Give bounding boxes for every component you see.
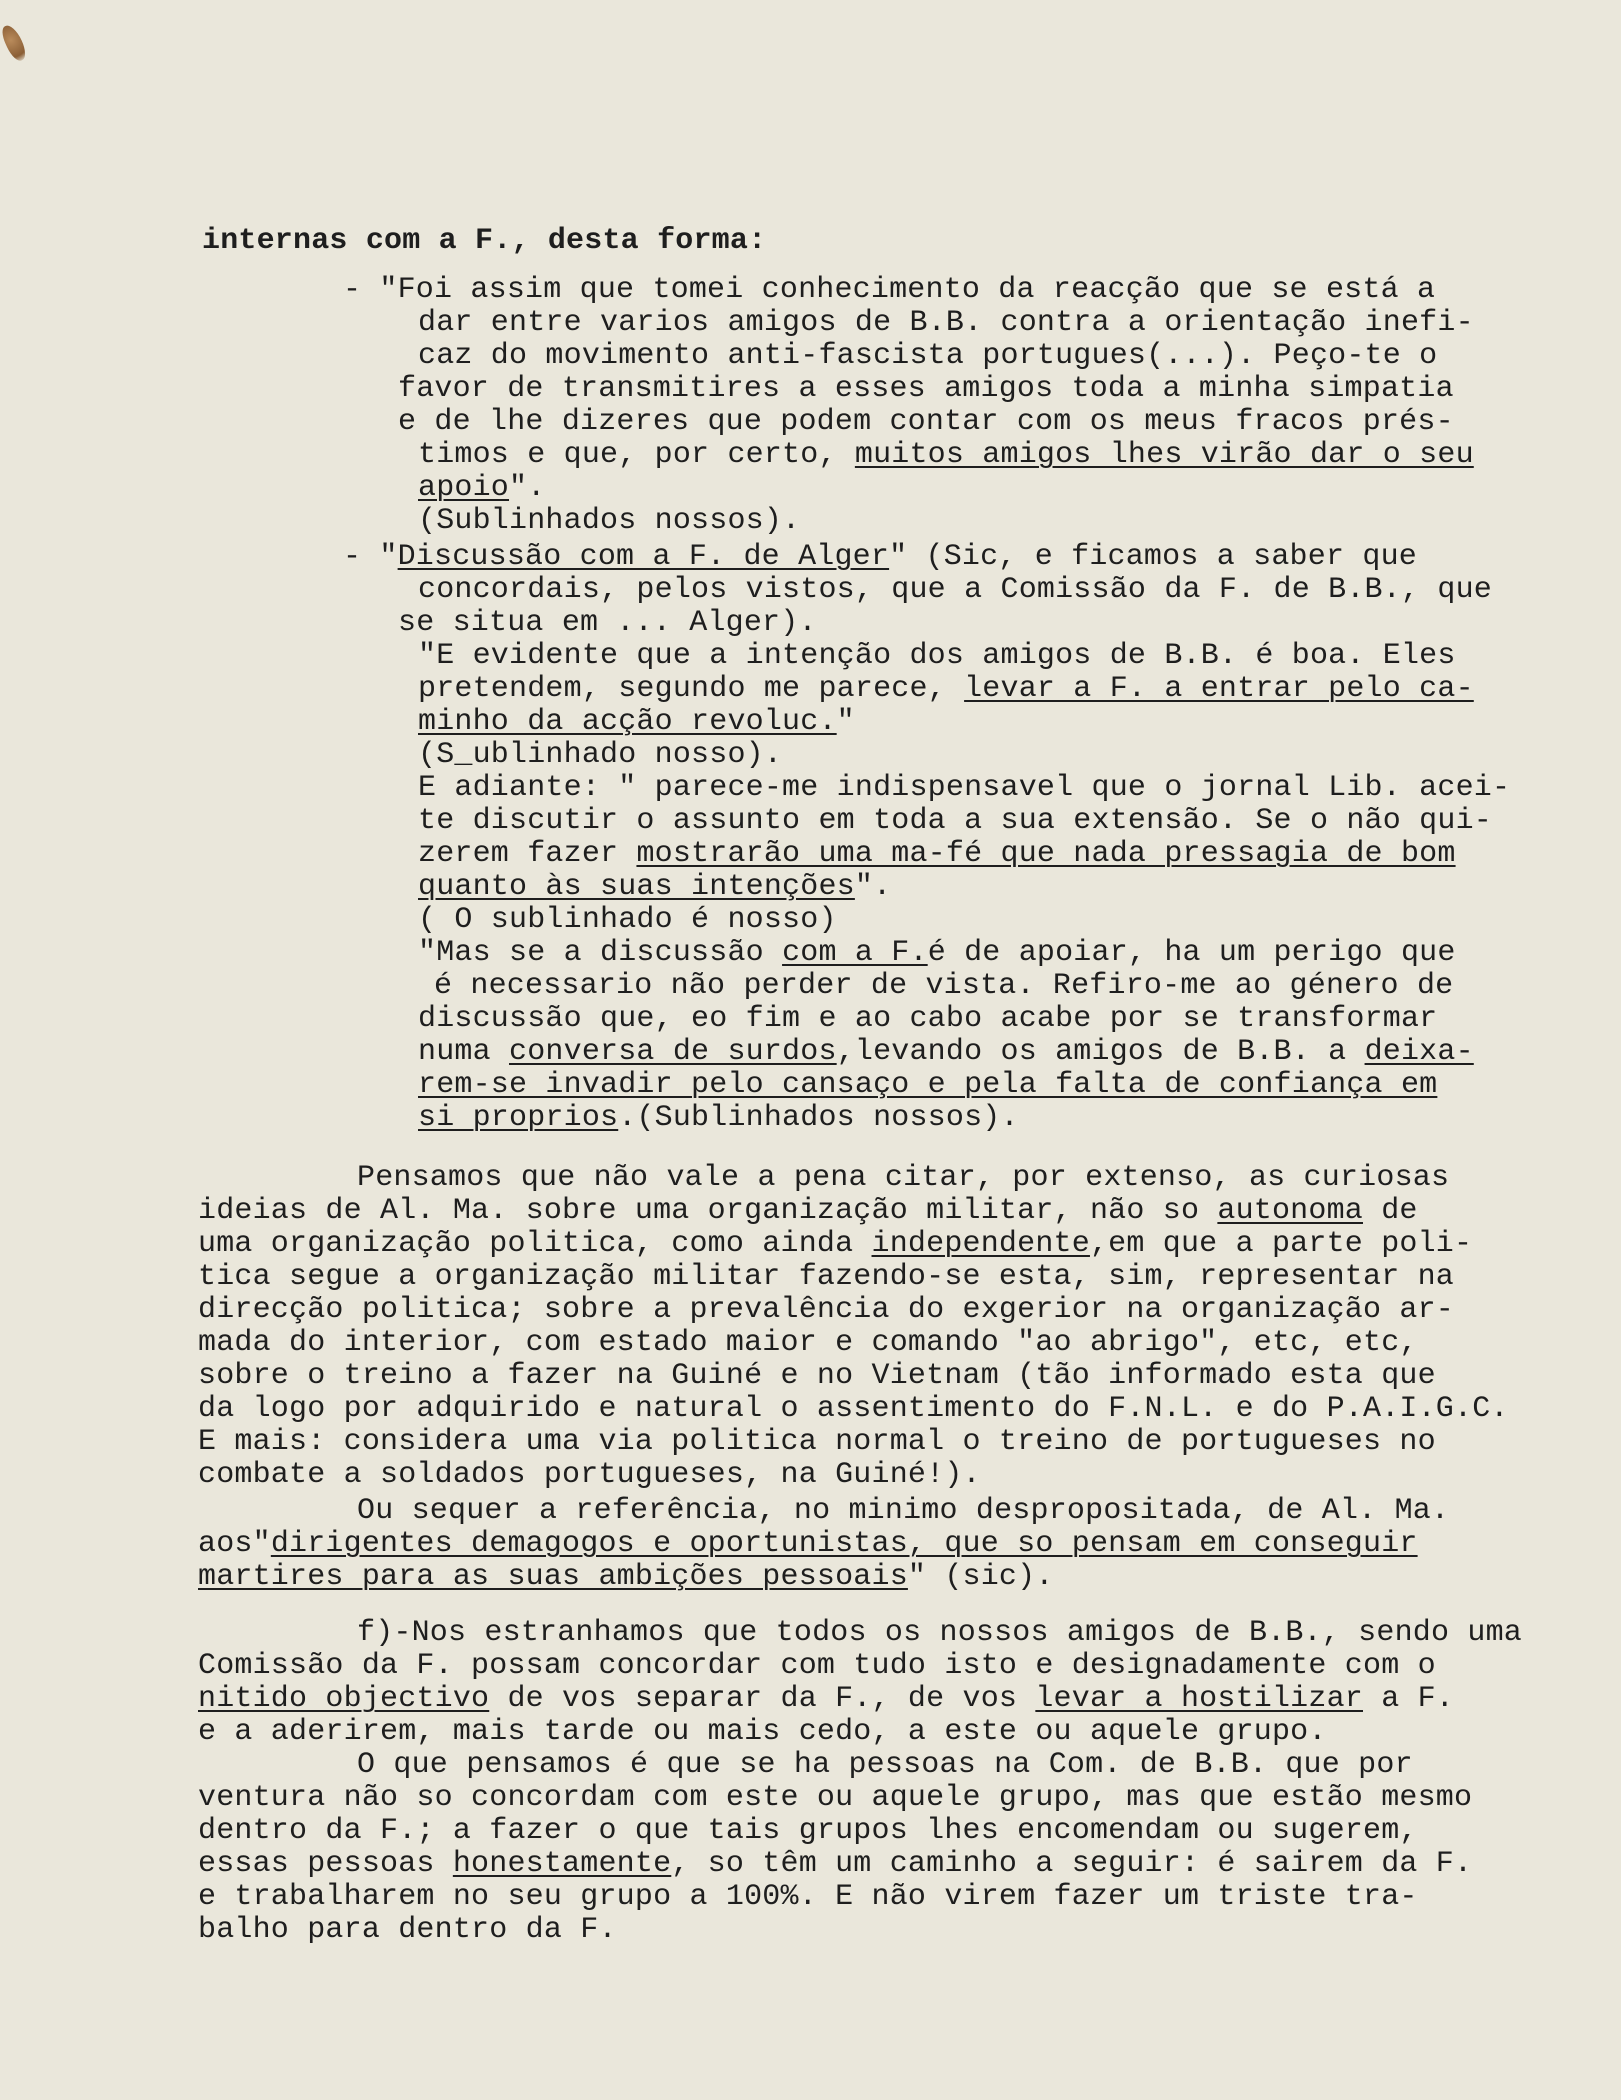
underlined-text: com a F. bbox=[782, 936, 928, 970]
underlined-text: apoio bbox=[418, 471, 510, 505]
text-line bbox=[418, 1068, 1437, 1102]
text-line: aos"dirigentes demagogos e oportunistas, que so pensam em conseguir bbox=[198, 1527, 1418, 1561]
text-line: internas com a F., desta forma: bbox=[202, 224, 767, 258]
underlined-text: quanto às suas intenções bbox=[418, 870, 855, 904]
text-line: é necessario não perder de vista. Refiro-me ao género de bbox=[434, 969, 1454, 1003]
text-line: ideias de Al. Ma. sobre uma organização militar, não so autonoma de bbox=[198, 1194, 1418, 1228]
text-line: direcção politica; sobre a prevalência do exgerior na organização ar- bbox=[198, 1293, 1455, 1327]
text-line: te discutir o assunto em toda a sua extensão. Se o não qui- bbox=[418, 804, 1492, 838]
text-line: (S_ublinhado nosso). bbox=[418, 738, 783, 772]
underlined-text: si proprios bbox=[418, 1101, 619, 1135]
text-line: uma organização politica, como ainda independente,em que a parte poli- bbox=[198, 1227, 1473, 1261]
underlined-text: levar a F. a entrar pelo ca- bbox=[964, 672, 1474, 706]
text-line: minho da acção revoluc." bbox=[418, 705, 855, 739]
underlined-text: martires para as suas ambições pessoais bbox=[198, 1560, 908, 1594]
text-line: combate a soldados portugueses, na Guiné!). bbox=[198, 1458, 981, 1492]
text-line: tica segue a organização militar fazendo-se esta, sim, representar na bbox=[198, 1260, 1455, 1294]
text-line: concordais, pelos vistos, que a Comissão da F. de B.B., que bbox=[418, 573, 1492, 607]
text-line: pretendem, segundo me parece, levar a F. a entrar pelo ca- bbox=[418, 672, 1474, 706]
text-line: balho para dentro da F. bbox=[198, 1913, 617, 1947]
text-line: apoio". bbox=[418, 471, 546, 505]
text-line: caz do movimento anti-fascista portugues(...). Peço-te o bbox=[418, 339, 1438, 373]
underlined-text: independente bbox=[871, 1227, 1090, 1261]
underlined-text: rem-se invadir pelo cansaço e pela falta de confiança em bbox=[418, 1068, 1438, 1102]
text-line: e a aderirem, mais tarde ou mais cedo, a este ou aquele grupo. bbox=[198, 1715, 1327, 1749]
text-line: Pensamos que não vale a pena citar, por extenso, as curiosas bbox=[357, 1161, 1450, 1195]
underlined-text: conversa de surdos bbox=[509, 1035, 837, 1069]
text-line: numa conversa de surdos,levando os amigos de B.B. a deixa- bbox=[418, 1035, 1474, 1069]
text-line: si proprios.(Sublinhados nossos). bbox=[418, 1101, 1019, 1135]
text-line: O que pensamos é que se ha pessoas na Com. de B.B. que por bbox=[357, 1748, 1413, 1782]
text-line: quanto às suas intenções". bbox=[418, 870, 892, 904]
text-line: e trabalharem no seu grupo a 100%. E não virem fazer um triste tra- bbox=[198, 1880, 1418, 1914]
underlined-text: mostrarão uma ma-fé que nada pressagia de bom bbox=[636, 837, 1456, 871]
text-line: Comissão da F. possam concordar com tudo isto e designadamente com o bbox=[198, 1649, 1436, 1683]
text-line: "Mas se a discussão com a F.é de apoiar, ha um perigo que bbox=[418, 936, 1456, 970]
text-line: mada do interior, com estado maior e comando "ao abrigo", etc, etc, bbox=[198, 1326, 1418, 1360]
text-line: f)-Nos estranhamos que todos os nossos amigos de B.B., sendo uma bbox=[357, 1616, 1522, 1650]
text-line: "E evidente que a intenção dos amigos de B.B. é boa. Eles bbox=[418, 639, 1456, 673]
underlined-text: Discussão com a F. de Alger bbox=[397, 540, 890, 574]
text-line: dar entre varios amigos de B.B. contra a orientação inefi- bbox=[418, 306, 1474, 340]
underlined-text: autonoma bbox=[1217, 1194, 1363, 1228]
text-line: timos e que, por certo, muitos amigos lhes virão dar o seu bbox=[418, 438, 1474, 472]
text-line: discussão que, eo fim e ao cabo acabe por se transformar bbox=[418, 1002, 1438, 1036]
text-line: ventura não so concordam com este ou aquele grupo, mas que estão mesmo bbox=[198, 1781, 1473, 1815]
underlined-text: muitos amigos lhes virão dar o seu bbox=[854, 438, 1474, 472]
text-line: sobre o treino a fazer na Guiné e no Vietnam (tão informado esta que bbox=[198, 1359, 1436, 1393]
text-line: nitido objectivo de vos separar da F., de vos levar a hostilizar a F. bbox=[198, 1682, 1455, 1716]
text-line: da logo por adquirido e natural o assentimento do F.N.L. e do P.A.I.G.C. bbox=[198, 1392, 1509, 1426]
text-line: e de lhe dizeres que podem contar com os meus fracos prés- bbox=[398, 405, 1454, 439]
text-line: ( O sublinhado é nosso) bbox=[418, 903, 837, 937]
text-line: Ou sequer a referência, no minimo despropositada, de Al. Ma. bbox=[357, 1494, 1450, 1528]
underlined-text: nitido objectivo bbox=[198, 1682, 490, 1716]
underlined-text: dirigentes demagogos e oportunistas, que so pensam em conseguir bbox=[270, 1527, 1418, 1561]
text-line: dentro da F.; a fazer o que tais grupos lhes encomendam ou sugerem, bbox=[198, 1814, 1418, 1848]
text-line: favor de transmitires a esses amigos toda a minha simpatia bbox=[398, 372, 1454, 406]
text-line: se situa em ... Alger). bbox=[398, 606, 817, 640]
text-line: essas pessoas honestamente, so têm um caminho a seguir: é sairem da F. bbox=[198, 1847, 1473, 1881]
underlined-text: minho da acção revoluc. bbox=[418, 705, 837, 739]
text-line: - "Discussão com a F. de Alger" (Sic, e ficamos a saber que bbox=[343, 540, 1417, 574]
underlined-text: levar a hostilizar bbox=[1035, 1682, 1363, 1716]
text-line: E adiante: " parece-me indispensavel que o jornal Lib. acei- bbox=[418, 771, 1511, 805]
text-line: - "Foi assim que tomei conhecimento da reacção que se está a bbox=[343, 273, 1436, 307]
text-line: E mais: considera uma via politica normal o treino de portugueses no bbox=[198, 1425, 1436, 1459]
text-line: (Sublinhados nossos). bbox=[418, 504, 801, 538]
underlined-text: deixa- bbox=[1364, 1035, 1474, 1069]
underlined-text: honestamente bbox=[452, 1847, 672, 1881]
ink-stain bbox=[0, 22, 29, 63]
text-line: martires para as suas ambições pessoais" (sic). bbox=[198, 1560, 1054, 1594]
text-line: zerem fazer mostrarão uma ma-fé que nada pressagia de bom bbox=[418, 837, 1456, 871]
